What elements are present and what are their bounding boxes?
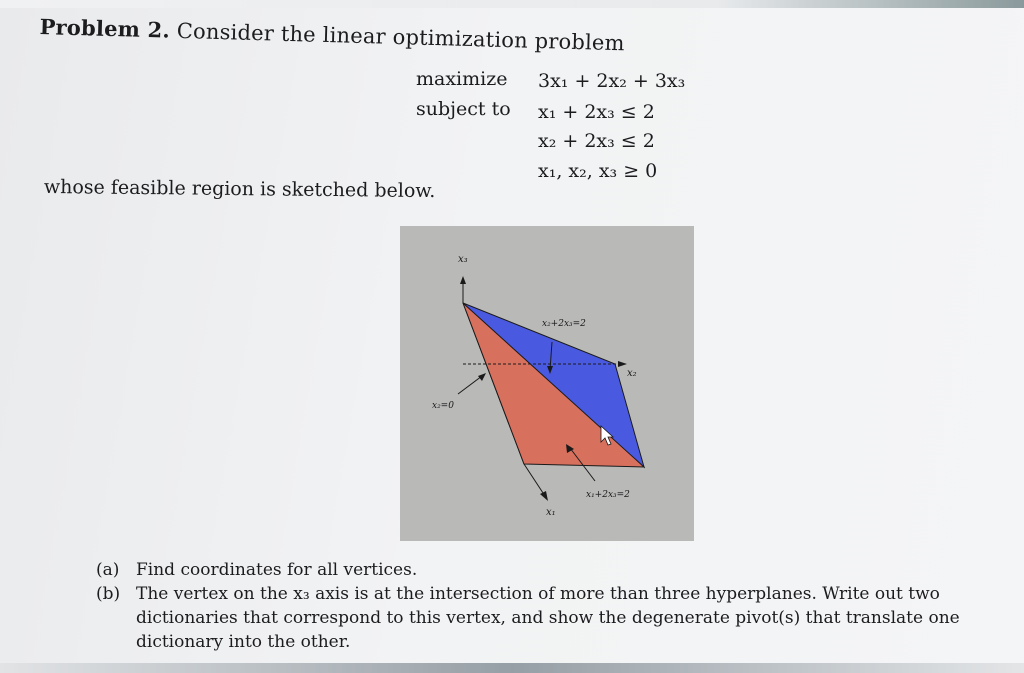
problem-intro: Consider the linear optimization problem [176,18,626,56]
objective-function: 3x₁ + 2x₂ + 3x₃ [538,70,686,92]
subject-to-label: subject to [416,98,511,120]
x2-axis-label: x₂ [627,368,637,379]
feasible-region-text: whose feasible region is sketched below. [43,176,436,203]
x3-axis-label: x₃ [458,254,468,265]
question-b-text: The vertex on the x₃ axis is at the intersection of more than three hyperplanes. Write out two dictionaries that correspond to this vertex, and show the degenerate pivot(s) that translate one dictionary into the other. [136,584,960,652]
x1-axis-label: x₁ [546,507,556,518]
feasible-region-figure [400,226,694,541]
problem-number: Problem 2. [39,14,171,43]
photo-top-edge [0,0,1024,8]
question-b-label: (b) [96,584,121,604]
plane-x1-2x3-label: x₁+2x₃=2 [586,490,630,500]
question-list [96,558,976,654]
constraint-2: x₂ + 2x₃ ≤ 2 [538,130,655,152]
plane-x2-zero-label: x₂=0 [432,401,454,411]
plane-x2-2x3-label: x₂+2x₃=2 [542,319,586,329]
problem-heading [39,14,625,55]
maximize-label: maximize [416,68,508,90]
constraint-1: x₁ + 2x₃ ≤ 2 [538,101,655,123]
question-b [96,582,976,654]
photo-bottom-edge [0,663,1024,673]
question-a [96,558,976,582]
question-a-text: Find coordinates for all vertices. [136,560,418,580]
nonnegativity-constraint: x₁, x₂, x₃ ≥ 0 [538,160,658,182]
question-a-label: (a) [96,560,120,580]
